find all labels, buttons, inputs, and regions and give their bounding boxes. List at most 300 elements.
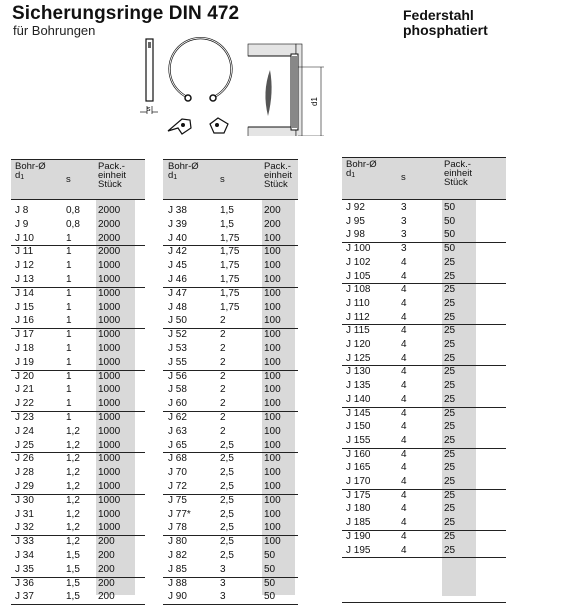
cell-size: J 98 xyxy=(346,229,365,241)
cell-thickness: 1,2 xyxy=(66,425,80,437)
cell-pack-qty: 25 xyxy=(444,503,456,515)
cell-thickness: 1,75 xyxy=(220,287,240,299)
cell-size: J 33 xyxy=(15,536,34,548)
cell-thickness: 1,2 xyxy=(66,481,80,492)
cell-size: J 100 xyxy=(346,243,371,255)
cell-thickness: 1 xyxy=(66,384,72,396)
cell-thickness: 4 xyxy=(401,462,407,474)
cell-thickness: 2 xyxy=(220,398,226,410)
cell-thickness: 2,5 xyxy=(220,550,234,561)
cell-thickness: 4 xyxy=(401,503,407,515)
cell-size: J 56 xyxy=(168,370,187,382)
cell-size: J 35 xyxy=(15,563,34,575)
cell-thickness: 1 xyxy=(66,260,72,272)
cell-pack-qty: 25 xyxy=(444,297,456,309)
cell-thickness: 1 xyxy=(66,343,72,354)
cell-pack-qty: 100 xyxy=(264,398,281,410)
cell-thickness: 2,5 xyxy=(220,453,234,465)
cell-thickness: 1 xyxy=(66,287,72,299)
cell-thickness: 4 xyxy=(401,325,407,337)
cell-thickness: 1,75 xyxy=(220,246,240,258)
cell-size: J 24 xyxy=(15,425,34,437)
cell-thickness: 1,75 xyxy=(220,260,240,272)
cell-thickness: 4 xyxy=(401,421,407,433)
cell-pack-qty: 1000 xyxy=(98,439,121,451)
cell-size: J 20 xyxy=(15,370,34,382)
cell-pack-qty: 100 xyxy=(264,439,281,451)
cell-thickness: 1,2 xyxy=(66,508,80,520)
cell-thickness: 2 xyxy=(220,384,226,396)
cell-size: J 108 xyxy=(346,284,371,296)
header-pack-line3: Stück xyxy=(98,179,122,190)
size-table-2 xyxy=(163,159,298,609)
cell-size: J 63 xyxy=(168,425,187,437)
lug-detail-left xyxy=(168,119,191,134)
cell-pack-qty: 1000 xyxy=(98,398,121,410)
cell-pack-qty: 50 xyxy=(444,202,456,213)
cell-thickness: 1,5 xyxy=(66,563,80,575)
cell-size: J 26 xyxy=(15,453,34,465)
cell-pack-qty: 50 xyxy=(264,577,276,589)
header-bore-line2 xyxy=(346,169,377,180)
cell-pack-qty: 1000 xyxy=(98,494,121,506)
cell-pack-qty: 200 xyxy=(98,591,115,603)
cell-pack-qty: 25 xyxy=(444,489,456,501)
cell-pack-qty: 100 xyxy=(264,232,281,244)
cell-thickness: 4 xyxy=(401,256,407,268)
cell-thickness: 4 xyxy=(401,393,407,405)
header-bore-symbol: d xyxy=(346,168,352,179)
cell-pack-qty: 50 xyxy=(264,563,276,575)
cell-pack-qty: 1000 xyxy=(98,315,121,327)
cell-pack-qty: 25 xyxy=(444,393,456,405)
cell-pack-qty: 100 xyxy=(264,481,281,492)
cell-thickness: 1 xyxy=(66,370,72,382)
size-table-1 xyxy=(11,159,145,609)
cell-pack-qty: 200 xyxy=(264,218,281,230)
cell-pack-qty: 50 xyxy=(264,550,276,561)
cell-thickness: 4 xyxy=(401,407,407,419)
cell-thickness: 1,75 xyxy=(220,274,240,285)
header-pack xyxy=(98,162,126,189)
cell-thickness: 4 xyxy=(401,530,407,542)
cell-thickness: 2 xyxy=(220,315,226,327)
cell-size: J 140 xyxy=(346,393,371,405)
cell-size: J 29 xyxy=(15,481,34,492)
cell-thickness: 1 xyxy=(66,315,72,327)
header-bore-line1: Bohr-Ø xyxy=(346,159,377,170)
cell-thickness: 1,5 xyxy=(66,550,80,561)
cell-thickness: 1,2 xyxy=(66,439,80,451)
cell-size: J 180 xyxy=(346,503,371,515)
cell-size: J 155 xyxy=(346,434,371,446)
cell-size: J 31 xyxy=(15,508,34,520)
cell-thickness: 3 xyxy=(401,202,407,213)
cell-size: J 95 xyxy=(346,215,365,227)
header-bore-subscript: 1 xyxy=(173,174,178,181)
header-bore xyxy=(15,162,46,182)
cell-pack-qty: 1000 xyxy=(98,522,121,534)
lug-detail-right xyxy=(210,118,228,133)
cell-pack-qty: 100 xyxy=(264,425,281,437)
cell-size: J 22 xyxy=(15,398,34,410)
cell-size: J 190 xyxy=(346,530,371,542)
cell-size: J 9 xyxy=(15,218,29,230)
cell-size: J 110 xyxy=(346,297,370,309)
cell-pack-qty: 1000 xyxy=(98,287,121,299)
cell-pack-qty: 100 xyxy=(264,356,281,368)
cell-thickness: 1,75 xyxy=(220,232,240,244)
cell-pack-qty: 1000 xyxy=(98,356,121,368)
cell-thickness: 1 xyxy=(66,412,72,423)
cell-pack-qty: 1000 xyxy=(98,329,121,341)
cell-thickness: 4 xyxy=(401,297,407,309)
cell-pack-qty: 25 xyxy=(444,325,456,337)
cell-size: J 88 xyxy=(168,577,187,589)
cell-size: J 23 xyxy=(15,412,34,423)
cell-thickness: 2,5 xyxy=(220,481,234,492)
cell-size: J 25 xyxy=(15,439,34,451)
cell-pack-qty: 100 xyxy=(264,384,281,396)
cell-pack-qty: 2000 xyxy=(98,205,121,216)
cell-thickness: 1 xyxy=(66,329,72,341)
cell-size: J 17 xyxy=(15,329,34,341)
cell-thickness: 1,5 xyxy=(66,591,80,603)
cell-pack-qty: 25 xyxy=(444,517,456,529)
cell-pack-qty: 25 xyxy=(444,407,456,419)
cell-thickness: 2 xyxy=(220,329,226,341)
cell-pack-qty: 25 xyxy=(444,530,456,542)
cell-size: J 125 xyxy=(346,352,371,364)
material-note xyxy=(403,8,488,38)
cell-thickness: 0,8 xyxy=(66,205,80,216)
cell-pack-qty: 1000 xyxy=(98,412,121,423)
cell-pack-qty: 50 xyxy=(444,229,456,241)
cell-pack-qty: 100 xyxy=(264,343,281,354)
cell-thickness: 1,5 xyxy=(66,577,80,589)
cell-pack-qty: 100 xyxy=(264,508,281,520)
cell-pack-qty: 100 xyxy=(264,260,281,272)
ring-side-view xyxy=(140,39,158,114)
cell-pack-qty: 25 xyxy=(444,311,456,323)
table-header-rule xyxy=(342,199,506,200)
cell-size: J 145 xyxy=(346,407,371,419)
cell-size: J 68 xyxy=(168,453,187,465)
cell-thickness: 1 xyxy=(66,246,72,258)
cell-thickness: 2 xyxy=(220,343,226,354)
header-s: s xyxy=(220,174,225,185)
cell-thickness: 4 xyxy=(401,448,407,460)
cell-size: J 10 xyxy=(15,232,34,244)
cell-size: J 52 xyxy=(168,329,187,341)
cell-size: J 72 xyxy=(168,481,187,492)
cell-pack-qty: 200 xyxy=(98,563,115,575)
cell-thickness: 4 xyxy=(401,476,407,487)
cell-thickness: 1,2 xyxy=(66,536,80,548)
cell-size: J 37 xyxy=(15,591,34,603)
cell-pack-qty: 1000 xyxy=(98,453,121,465)
cell-pack-qty: 25 xyxy=(444,476,456,487)
cell-pack-qty: 50 xyxy=(444,215,456,227)
dim-s-label: s xyxy=(147,106,151,113)
cell-size: J 30 xyxy=(15,494,34,506)
cell-thickness: 2 xyxy=(220,412,226,423)
cell-pack-qty: 100 xyxy=(264,370,281,382)
cell-thickness: 4 xyxy=(401,489,407,501)
cell-pack-qty: 100 xyxy=(264,494,281,506)
cell-thickness: 1 xyxy=(66,301,72,313)
cell-thickness: 1 xyxy=(66,232,72,244)
cell-pack-qty: 100 xyxy=(264,246,281,258)
cell-pack-qty: 100 xyxy=(264,453,281,465)
cell-size: J 39 xyxy=(168,218,187,230)
cell-size: J 160 xyxy=(346,448,371,460)
table-top-rule xyxy=(342,157,506,158)
cell-thickness: 4 xyxy=(401,339,407,350)
cell-thickness: 2 xyxy=(220,370,226,382)
cell-pack-qty: 200 xyxy=(98,550,115,561)
cell-thickness: 1,2 xyxy=(66,494,80,506)
table-bottom-rule xyxy=(163,604,298,605)
cell-thickness: 2,5 xyxy=(220,522,234,534)
cell-size: J 62 xyxy=(168,412,187,423)
header-s: s xyxy=(401,172,406,183)
ring-front-view xyxy=(170,38,232,101)
cell-size: J 40 xyxy=(168,232,187,244)
cell-size: J 19 xyxy=(15,356,34,368)
size-table-3 xyxy=(342,157,506,607)
cell-pack-qty: 100 xyxy=(264,301,281,313)
cell-thickness: 2,5 xyxy=(220,467,234,479)
cell-size: J 75 xyxy=(168,494,187,506)
cell-thickness: 1,75 xyxy=(220,301,240,313)
header-pack-line3: Stück xyxy=(264,179,288,190)
cell-pack-qty: 25 xyxy=(444,544,456,556)
cell-pack-qty: 100 xyxy=(264,315,281,327)
cell-pack-qty: 100 xyxy=(264,287,281,299)
cell-pack-qty: 25 xyxy=(444,380,456,392)
table-extra-rule xyxy=(342,602,506,603)
header-pack-line1: Pack.- xyxy=(98,161,125,172)
cell-size: J 47 xyxy=(168,287,187,299)
cell-size: J 12 xyxy=(15,260,34,272)
cell-pack-qty: 1000 xyxy=(98,384,121,396)
cell-size: J 48 xyxy=(168,301,187,313)
cell-pack-qty: 1000 xyxy=(98,301,121,313)
cell-thickness: 3 xyxy=(401,215,407,227)
table-bottom-rule xyxy=(342,557,506,558)
cell-thickness: 4 xyxy=(401,366,407,378)
cell-pack-qty: 25 xyxy=(444,421,456,433)
header-pack-line1: Pack.- xyxy=(264,161,291,172)
cell-size: J 50 xyxy=(168,315,187,327)
cell-size: J 92 xyxy=(346,202,365,213)
cell-size: J 130 xyxy=(346,366,371,378)
cell-size: J 90 xyxy=(168,591,187,603)
cell-thickness: 2,5 xyxy=(220,494,234,506)
cell-pack-qty: 25 xyxy=(444,434,456,446)
cell-thickness: 1 xyxy=(66,398,72,410)
page-title: Sicherungsringe DIN 472 xyxy=(12,3,240,24)
cell-size: J 150 xyxy=(346,421,371,433)
cell-size: J 85 xyxy=(168,563,187,575)
header-bore-subscript: 1 xyxy=(20,174,25,181)
cell-size: J 165 xyxy=(346,462,371,474)
cell-size: J 11 xyxy=(15,246,34,258)
cell-size: J 82 xyxy=(168,550,187,561)
cell-size: J 105 xyxy=(346,270,371,282)
header-pack-line2: einheit xyxy=(98,170,126,181)
bore-installation-view xyxy=(248,44,324,136)
cell-pack-qty: 25 xyxy=(444,284,456,296)
cell-size: J 34 xyxy=(15,550,34,561)
header-pack-line1: Pack.- xyxy=(444,159,471,170)
cell-thickness: 2 xyxy=(220,356,226,368)
cell-pack-qty: 2000 xyxy=(98,246,121,258)
cell-pack-qty: 100 xyxy=(264,329,281,341)
cell-size: J 175 xyxy=(346,489,371,501)
cell-size: J 185 xyxy=(346,517,371,529)
header-bore-symbol: d xyxy=(168,170,174,181)
cell-thickness: 4 xyxy=(401,517,407,529)
cell-pack-qty: 25 xyxy=(444,448,456,460)
header-s: s xyxy=(66,174,71,185)
cell-thickness: 0,8 xyxy=(66,218,80,230)
cell-size: J 195 xyxy=(346,544,371,556)
cell-thickness: 1,2 xyxy=(66,453,80,465)
cell-thickness: 3 xyxy=(401,229,407,241)
cell-thickness: 4 xyxy=(401,284,407,296)
cell-pack-qty: 2000 xyxy=(98,218,121,230)
header-pack xyxy=(444,160,472,187)
header-pack-line3: Stück xyxy=(444,177,468,188)
page-subtitle: für Bohrungen xyxy=(13,23,96,38)
table-top-rule xyxy=(11,159,145,160)
cell-size: J 53 xyxy=(168,343,187,354)
cell-size: J 65 xyxy=(168,439,187,451)
cell-thickness: 2,5 xyxy=(220,439,234,451)
cell-size: J 135 xyxy=(346,380,371,392)
cell-pack-qty: 1000 xyxy=(98,370,121,382)
cell-pack-qty: 200 xyxy=(98,577,115,589)
cell-size: J 58 xyxy=(168,384,187,396)
cell-pack-qty: 200 xyxy=(264,205,281,216)
cell-size: J 77* xyxy=(168,508,191,520)
cell-thickness: 3 xyxy=(220,577,226,589)
cell-size: J 55 xyxy=(168,356,187,368)
cell-thickness: 4 xyxy=(401,311,407,323)
cell-pack-qty: 25 xyxy=(444,462,456,474)
header-pack-line2: einheit xyxy=(444,168,472,179)
cell-pack-qty: 100 xyxy=(264,536,281,548)
cell-size: J 120 xyxy=(346,339,371,350)
cell-size: J 78 xyxy=(168,522,187,534)
cell-pack-qty: 50 xyxy=(444,243,456,255)
cell-size: J 8 xyxy=(15,205,29,216)
cell-size: J 28 xyxy=(15,467,34,479)
cell-thickness: 4 xyxy=(401,434,407,446)
cell-size: J 15 xyxy=(15,301,34,313)
material-line-2: phosphatiert xyxy=(403,22,488,38)
cell-pack-qty: 100 xyxy=(264,412,281,423)
cell-thickness: 1,2 xyxy=(66,522,80,534)
cell-pack-qty: 1000 xyxy=(98,425,121,437)
header-pack-line2: einheit xyxy=(264,170,292,181)
cell-thickness: 3 xyxy=(220,563,226,575)
cell-size: J 60 xyxy=(168,398,187,410)
cell-size: J 46 xyxy=(168,274,187,285)
cell-pack-qty: 1000 xyxy=(98,481,121,492)
cell-pack-qty: 25 xyxy=(444,256,456,268)
header-pack xyxy=(264,162,292,189)
cell-size: J 170 xyxy=(346,476,371,487)
cell-size: J 112 xyxy=(346,311,370,323)
table-bottom-rule xyxy=(11,604,145,605)
header-bore-line1: Bohr-Ø xyxy=(15,161,46,172)
cell-size: J 38 xyxy=(168,205,187,216)
cell-thickness: 2,5 xyxy=(220,536,234,548)
technical-drawing xyxy=(138,36,338,136)
cell-pack-qty: 100 xyxy=(264,467,281,479)
cell-size: J 70 xyxy=(168,467,187,479)
cell-pack-qty: 25 xyxy=(444,270,456,282)
cell-thickness: 1 xyxy=(66,274,72,285)
cell-size: J 80 xyxy=(168,536,187,548)
cell-pack-qty: 25 xyxy=(444,352,456,364)
header-bore xyxy=(346,160,377,180)
cell-pack-qty: 1000 xyxy=(98,508,121,520)
cell-size: J 45 xyxy=(168,260,187,272)
cell-pack-qty: 100 xyxy=(264,522,281,534)
table-header-rule xyxy=(11,199,145,200)
cell-size: J 42 xyxy=(168,246,187,258)
cell-pack-qty: 1000 xyxy=(98,467,121,479)
cell-size: J 13 xyxy=(15,274,34,285)
cell-thickness: 1,2 xyxy=(66,467,80,479)
header-bore xyxy=(168,162,199,182)
cell-size: J 14 xyxy=(15,287,34,299)
table-header-rule xyxy=(163,199,298,200)
cell-thickness: 1,5 xyxy=(220,205,234,216)
cell-pack-qty: 50 xyxy=(264,591,276,603)
header-bore-line1: Bohr-Ø xyxy=(168,161,199,172)
header-bore-subscript: 1 xyxy=(351,172,356,179)
cell-thickness: 4 xyxy=(401,270,407,282)
cell-pack-qty: 200 xyxy=(98,536,115,548)
cell-size: J 32 xyxy=(15,522,34,534)
cell-thickness: 2 xyxy=(220,425,226,437)
cell-size: J 102 xyxy=(346,256,371,268)
material-line-1: Federstahl xyxy=(403,7,474,23)
cell-thickness: 4 xyxy=(401,380,407,392)
cell-size: J 18 xyxy=(15,343,34,354)
cell-size: J 16 xyxy=(15,315,34,327)
dim-d1-label: d1 xyxy=(310,97,319,106)
cell-thickness: 4 xyxy=(401,352,407,364)
header-bore-line2 xyxy=(168,171,199,182)
cell-pack-qty: 2000 xyxy=(98,232,121,244)
cell-size: J 115 xyxy=(346,325,370,337)
cell-thickness: 1 xyxy=(66,356,72,368)
cell-pack-qty: 25 xyxy=(444,339,456,350)
cell-thickness: 3 xyxy=(220,591,226,603)
cell-size: J 36 xyxy=(15,577,34,589)
cell-pack-qty: 25 xyxy=(444,366,456,378)
cell-thickness: 3 xyxy=(401,243,407,255)
header-bore-symbol: d xyxy=(15,170,21,181)
cell-size: J 21 xyxy=(15,384,34,396)
table-top-rule xyxy=(163,159,298,160)
